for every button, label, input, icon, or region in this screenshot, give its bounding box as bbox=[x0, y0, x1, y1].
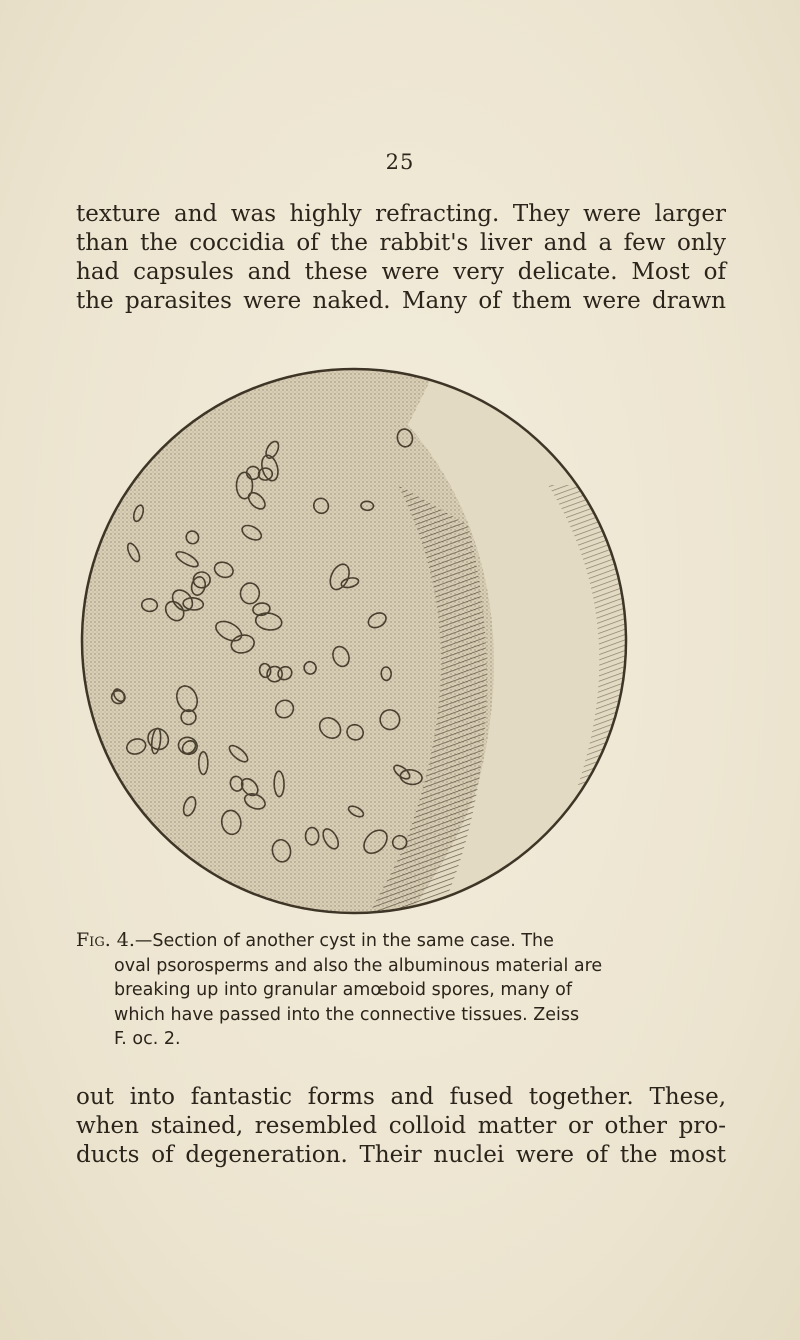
paragraph-top bbox=[76, 200, 726, 316]
text-line: had capsules and these were very delicate. Most of bbox=[76, 259, 726, 285]
caption-line: F. oc. 2. bbox=[114, 1029, 181, 1049]
caption-line: —Section of another cyst in the same case. The bbox=[134, 931, 554, 951]
figure-caption bbox=[76, 928, 728, 1052]
text-line: texture and was highly refracting. They were larger bbox=[76, 201, 726, 227]
caption-line: which have passed into the connective tissues. Zeiss bbox=[114, 1004, 580, 1025]
microscope-section-illustration bbox=[78, 365, 630, 917]
caption-line: breaking up into granular amœboid spores, many of bbox=[114, 980, 572, 1000]
text-line: than the coccidia of the rabbit's liver and a few only bbox=[76, 230, 726, 256]
figure-label: Fig. 4. bbox=[76, 929, 135, 951]
text-line: ducts of degeneration. Their nuclei were of the most bbox=[76, 1142, 726, 1168]
page-number: 25 bbox=[385, 150, 415, 174]
text-line: out into fantastic forms and fused together. These, bbox=[76, 1084, 726, 1110]
text-line: the parasites were naked. Many of them were drawn bbox=[76, 288, 726, 314]
text-line: when stained, resembled colloid matter or other pro- bbox=[76, 1113, 726, 1139]
caption-line: oval psorosperms and also the albuminous material are bbox=[114, 955, 603, 976]
paragraph-bottom bbox=[76, 1083, 726, 1170]
